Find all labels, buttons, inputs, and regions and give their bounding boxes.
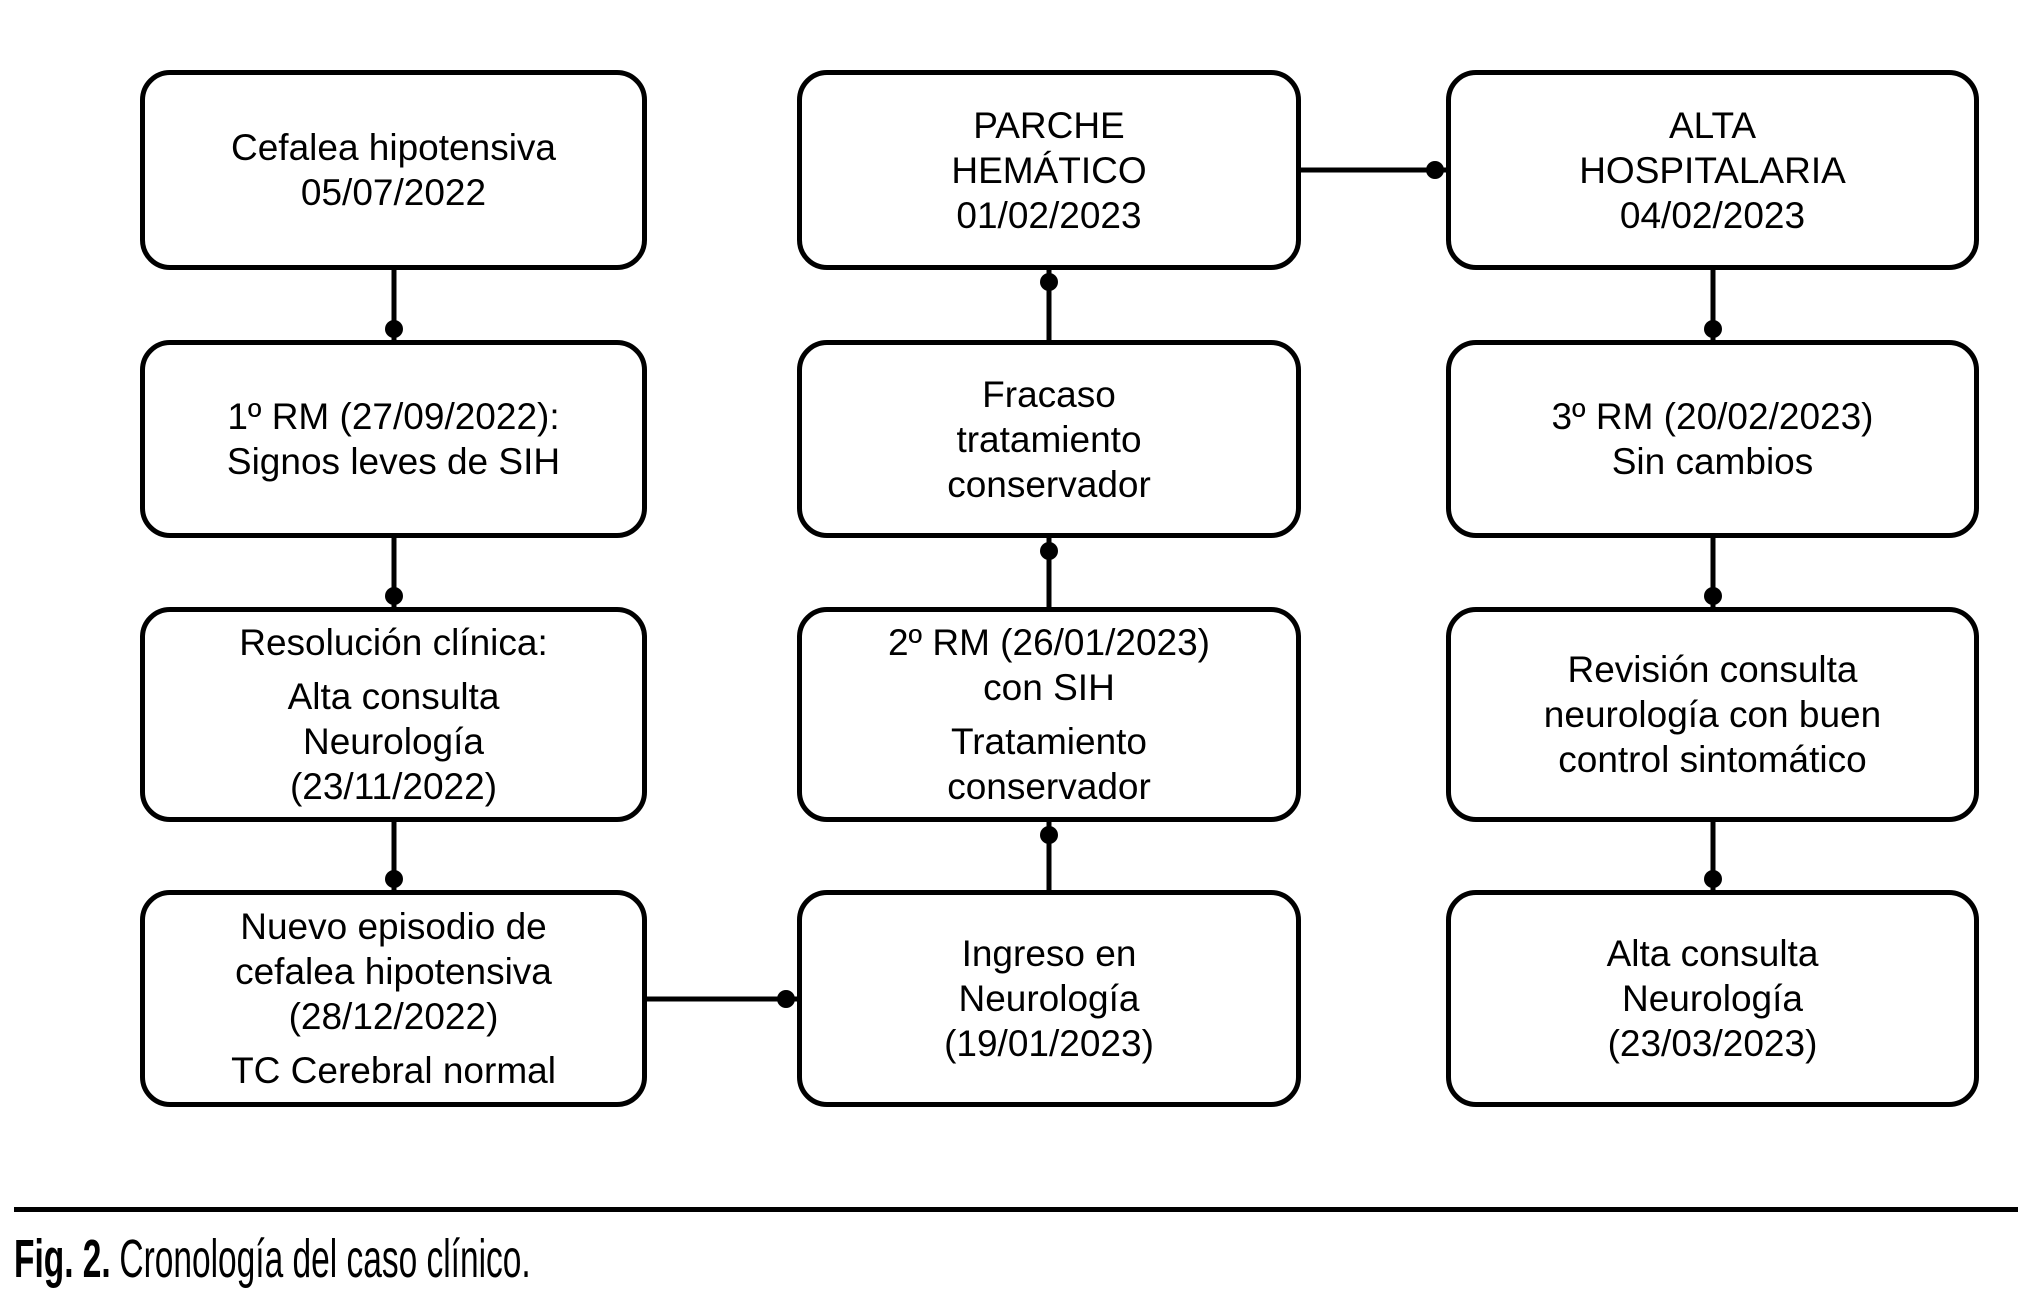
text-line: Alta consulta <box>1606 933 1819 974</box>
flow-dot <box>1040 826 1058 844</box>
flow-dot <box>385 320 403 338</box>
text-line: 01/02/2023 <box>956 194 1142 236</box>
text-line: Resolución clínica: <box>239 622 548 663</box>
flow-dot <box>1704 870 1722 888</box>
text-line: 3º RM (20/02/2023) <box>1551 396 1874 437</box>
text-line: PARCHE <box>973 104 1125 146</box>
text-line: TC Cerebral normal <box>231 1050 556 1091</box>
flow-node-alta-consulta <box>1446 890 1979 1107</box>
text-line: con SIH <box>983 667 1115 708</box>
text-line: 04/02/2023 <box>1619 194 1806 236</box>
text-line: Fracaso <box>982 373 1116 415</box>
text-line: (23/11/2022) <box>289 766 498 807</box>
text-line: conservador <box>947 463 1151 505</box>
text-line: Neurología <box>302 721 484 762</box>
flow-dot <box>385 870 403 888</box>
flow-node-nuevo-episodio <box>140 890 647 1107</box>
text-line: Cefalea hipotensiva <box>231 127 556 168</box>
flow-node-fracaso-tratamiento <box>797 340 1301 538</box>
text-line: Neurología <box>958 978 1140 1019</box>
text-line: control sintomático <box>1558 739 1867 780</box>
flow-dot <box>1704 587 1722 605</box>
text-line: Neurología <box>1621 978 1803 1019</box>
text-line: cefalea hipotensiva <box>235 951 552 992</box>
flow-dot <box>1426 161 1444 179</box>
text-line: HEMÁTICO <box>951 149 1147 191</box>
flow-dot <box>1704 320 1722 338</box>
text-line: 05/07/2022 <box>300 172 487 213</box>
flow-node-primera-rm <box>140 340 647 538</box>
caption-label: Fig. 2. <box>14 1229 111 1289</box>
figure-caption <box>14 1231 531 1287</box>
caption-text: Cronología del caso clínico. <box>119 1229 531 1289</box>
text-line: 2º RM (26/01/2023) <box>887 622 1210 663</box>
flow-node-parche-hematico <box>797 70 1301 270</box>
text-line: (28/12/2022) <box>288 996 499 1037</box>
text-line: (19/01/2023) <box>944 1023 1154 1064</box>
text-line: Signos leves de SIH <box>226 441 561 482</box>
flow-node-ingreso-neurologia <box>797 890 1301 1107</box>
text-line: 1º RM (27/09/2022): <box>227 396 560 437</box>
text-line: (23/03/2023) <box>1607 1023 1818 1064</box>
flow-node-segunda-rm <box>797 607 1301 822</box>
text-line: Nuevo episodio de <box>240 906 547 947</box>
text-line: ALTA <box>1668 104 1757 146</box>
text-line: Sin cambios <box>1611 441 1814 482</box>
text-line: tratamiento <box>956 418 1142 460</box>
flow-node-resolucion-clinica <box>140 607 647 822</box>
caption-divider <box>14 1207 2018 1212</box>
flow-node-alta-hospitalaria <box>1446 70 1979 270</box>
flow-dot <box>1040 542 1058 560</box>
text-line: neurología con buen <box>1543 694 1882 735</box>
flow-node-revision-consulta <box>1446 607 1979 822</box>
text-line: conservador <box>947 766 1151 807</box>
text-line: Alta consulta <box>287 676 500 717</box>
text-line: Tratamiento <box>950 721 1148 762</box>
text-line: Revisión consulta <box>1567 649 1858 690</box>
flow-node-tercera-rm <box>1446 340 1979 538</box>
text-line: Ingreso en <box>961 933 1137 974</box>
flow-dot <box>1040 273 1058 291</box>
flow-dot <box>385 587 403 605</box>
flow-node-cefalea-hipotensiva <box>140 70 647 270</box>
flow-dot <box>777 990 795 1008</box>
text-line: HOSPITALARIA <box>1579 149 1846 191</box>
